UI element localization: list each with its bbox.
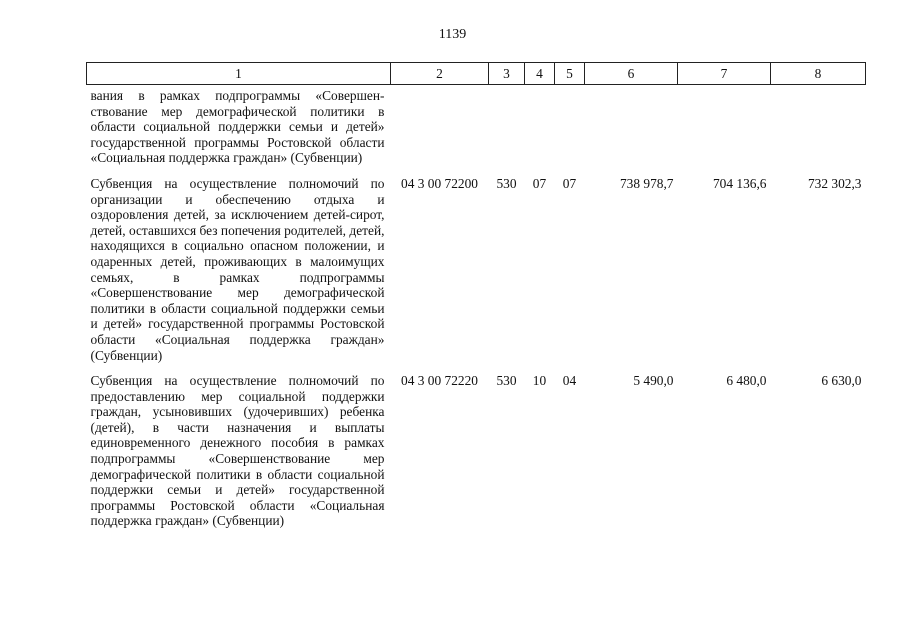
page-number: 1139 xyxy=(438,27,467,42)
row-amount-3: 6 630,0 xyxy=(821,373,862,389)
column-header-2: 2 xyxy=(391,63,489,85)
row-amount-1: 738 978,7 xyxy=(619,175,674,191)
row-amount-1: 5 490,0 xyxy=(633,373,674,389)
column-header-4: 4 xyxy=(525,63,555,85)
row-target-code: 04 3 00 72200 xyxy=(401,175,478,191)
table-row xyxy=(87,370,866,536)
row-expense-type: 530 xyxy=(496,373,517,389)
column-header-5: 5 xyxy=(555,63,585,85)
row-amount-2: 6 480,0 xyxy=(726,373,767,389)
row-expense-type xyxy=(489,85,525,173)
row-description: Субвенция на осуществление полномочий по предоставлению мер социальной поддержки граждан, усыновивших (удочеривших) ребенка (детей), в части назначения и выплаты единовременного денежного пособия в рамках подпрограммы «Совершенствование мер демографической политики в области социальной поддержки семьи и детей» государственной программы Ростовской области «Социальная поддержка граждан» (Субвенции) xyxy=(90,373,385,529)
budget-table xyxy=(86,62,866,536)
column-header-8: 8 xyxy=(771,63,866,85)
row-expense-type: 530 xyxy=(496,175,517,191)
table-row xyxy=(87,173,866,370)
row-amount-2 xyxy=(678,85,771,173)
row-subsection xyxy=(555,85,585,173)
row-amount-3: 732 302,3 xyxy=(807,175,862,191)
row-amount-2: 704 136,6 xyxy=(712,175,767,191)
row-section: 10 xyxy=(532,373,547,389)
header-row xyxy=(87,63,866,85)
row-description: Субвенция на осуществление полномочий по организации и обеспечению отдыха и оздоровления детей, за исключением детей-сирот, детей, оставшихся без попечения родителей, детей, находящихся в социально опасном положении, и одаренных детей, проживающих в малоимущих семьях, в рамках подпрограммы «Совершенствование мер демографической политики в области социальной поддержки семьи и детей» государственной программы Ростовской области «Социальная поддержка граждан» (Субвенции) xyxy=(90,175,385,363)
row-description: вания в рамках подпрограммы «Совершенствование мер демографической политики в области социальной поддержки семьи и детей» государственной программы Ростовской области «Социальная поддержка граждан» (Субвенции) xyxy=(90,88,385,166)
table-row xyxy=(87,85,866,173)
row-amount-3 xyxy=(771,85,866,173)
row-section: 07 xyxy=(532,175,547,191)
row-amount-1 xyxy=(585,85,678,173)
row-subsection: 04 xyxy=(562,373,577,389)
row-section xyxy=(525,85,555,173)
column-header-3: 3 xyxy=(489,63,525,85)
row-target-code xyxy=(391,85,489,173)
row-subsection: 07 xyxy=(562,175,577,191)
column-header-6: 6 xyxy=(585,63,678,85)
row-target-code: 04 3 00 72220 xyxy=(401,373,478,389)
column-header-1: 1 xyxy=(87,63,391,85)
column-header-7: 7 xyxy=(678,63,771,85)
